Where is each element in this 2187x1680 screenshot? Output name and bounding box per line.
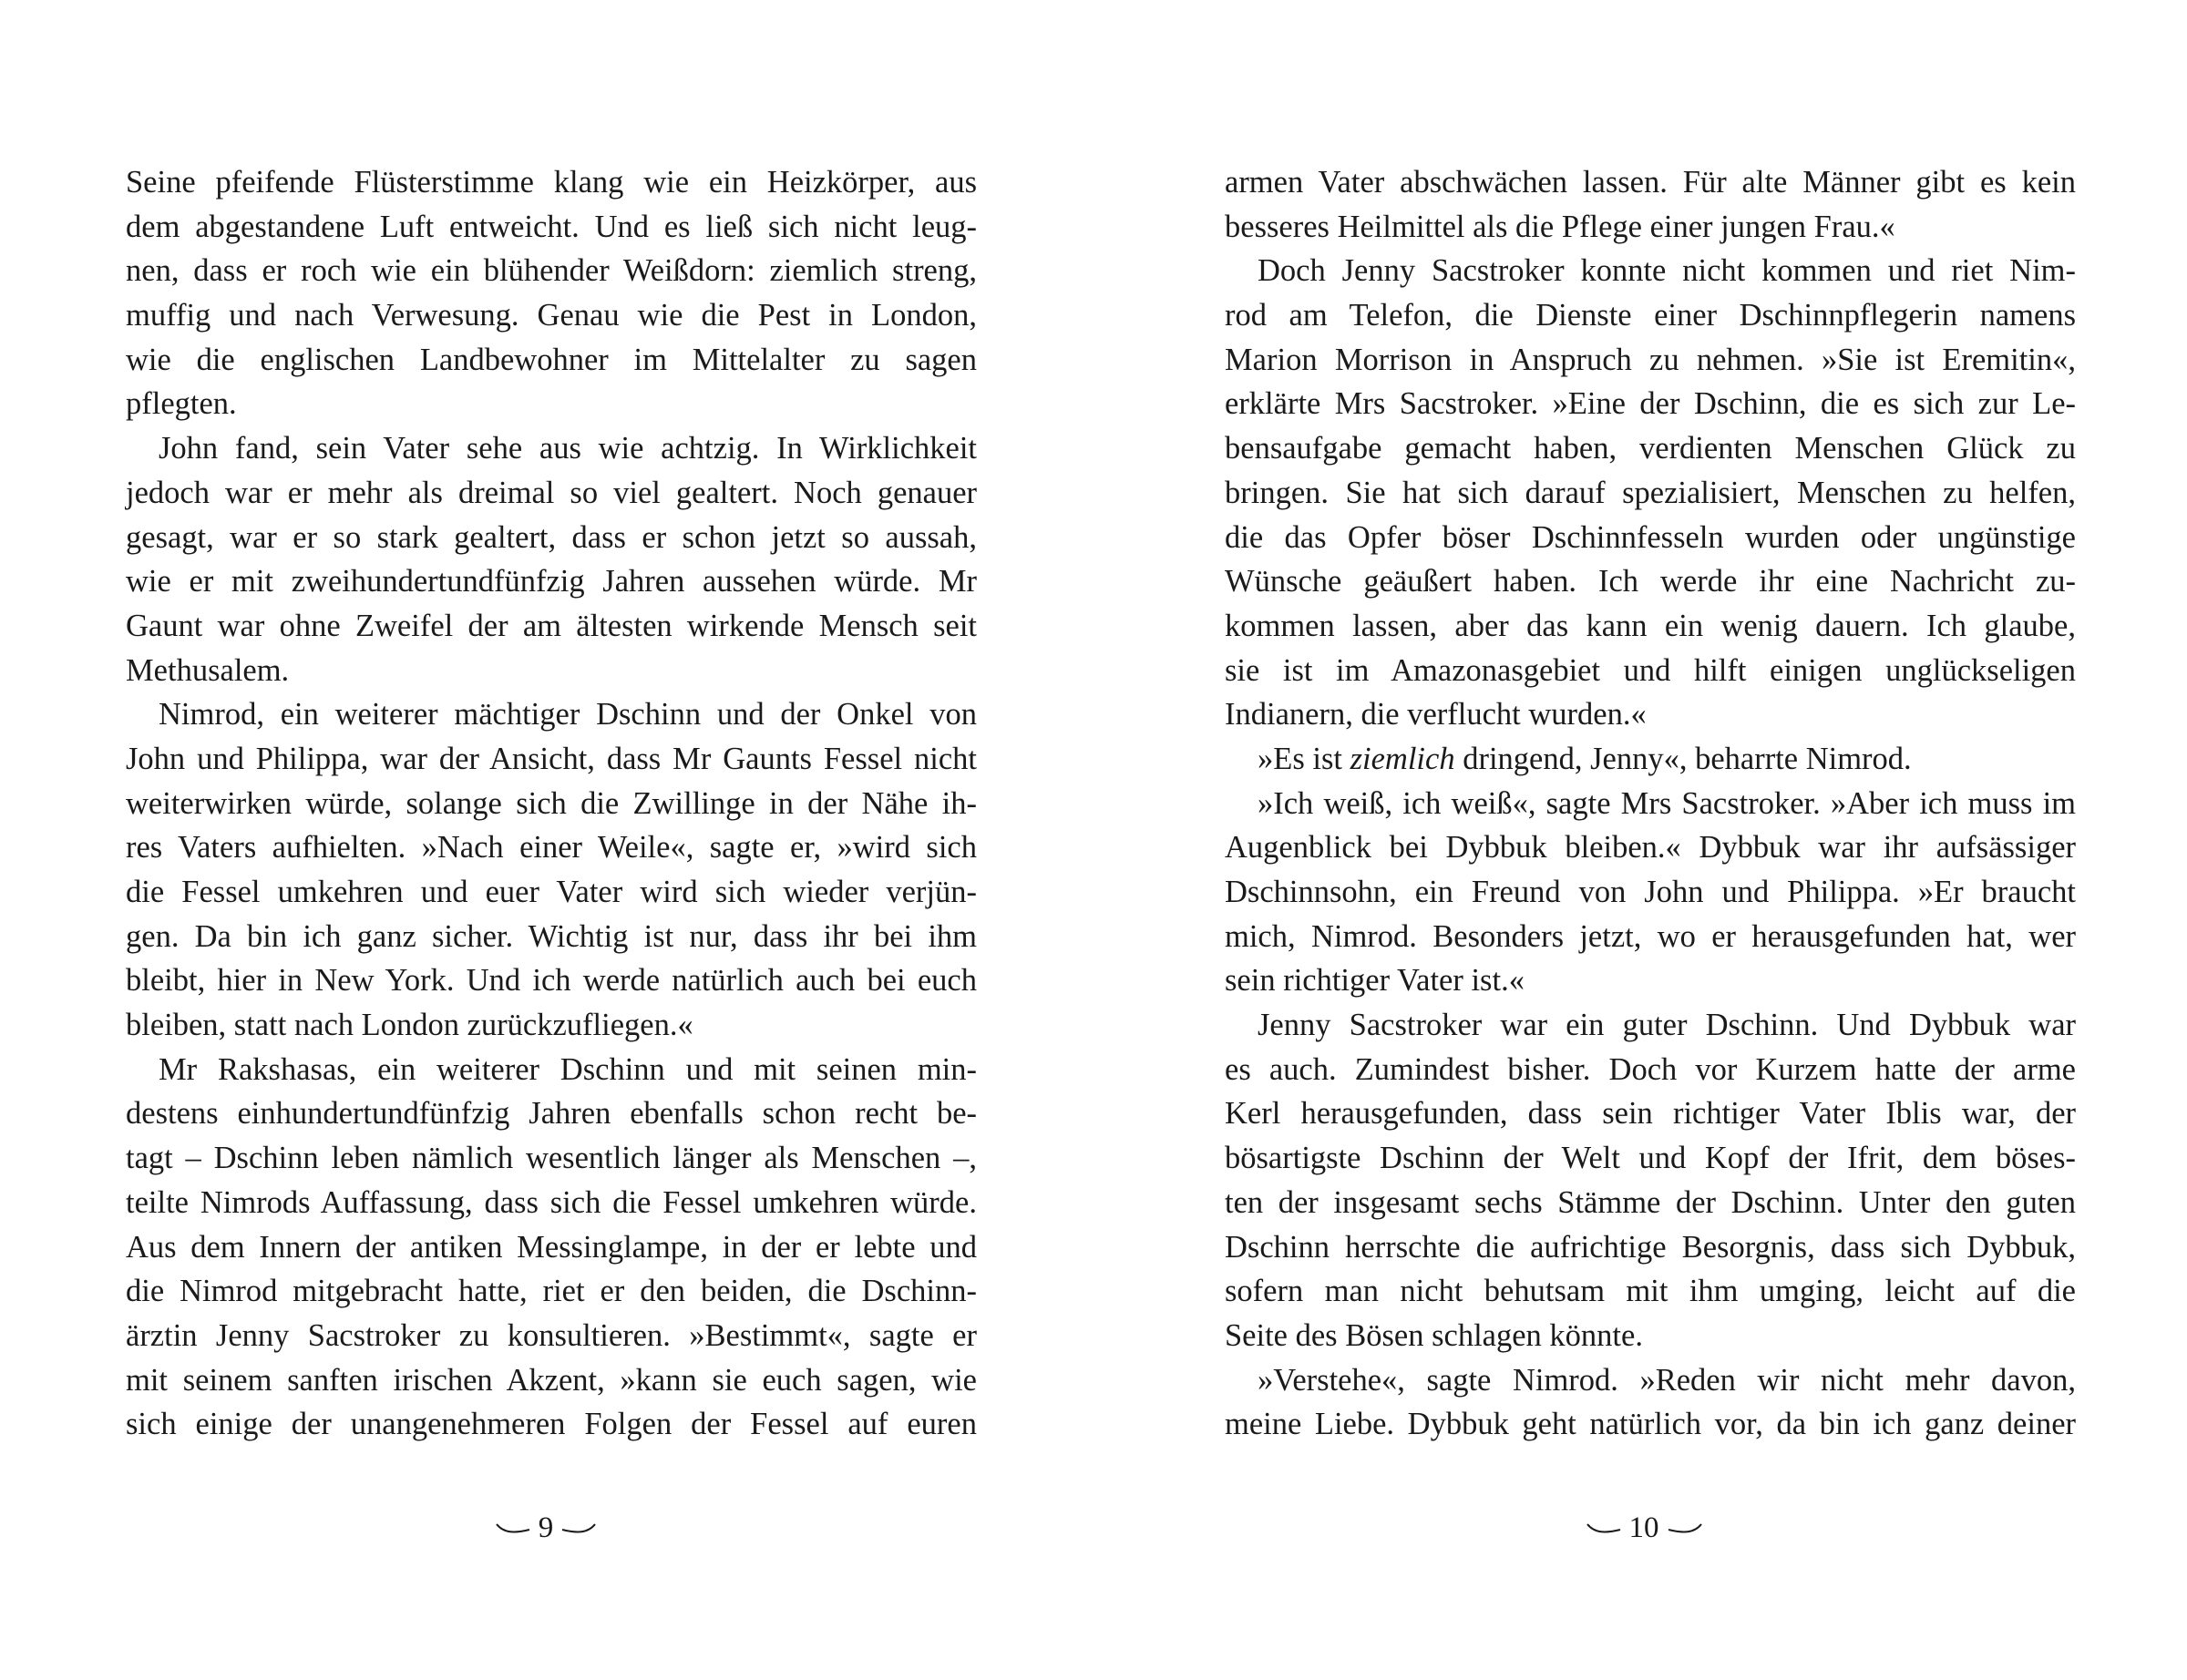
- page-number: [1507, 1505, 1781, 1551]
- text-line: wie er mit zweihundertundfünfzig Jahren aussehen würde. Mr: [126, 564, 977, 599]
- text-line: armen Vater abschwächen lassen. Für alte Männer gibt es kein: [1225, 165, 2076, 200]
- text-line: es auch. Zumindest bisher. Doch vor Kurzem hatte der arme: [1225, 1051, 2076, 1087]
- text-line: sein richtiger Vater ist.«: [1225, 963, 1525, 999]
- text-line: destens einhundertundfünfzig Jahren ebenfalls schon recht be-: [126, 1096, 977, 1132]
- text-line: dem abgestandene Luft entweicht. Und es ließ sich nicht leug-: [126, 209, 977, 244]
- text-line: Dschinnsohn, ein Freund von John und Philippa. »Er braucht: [1225, 875, 2076, 909]
- text-line: Nimrod, ein weiterer mächtiger Dschinn und der Onkel von: [159, 697, 977, 732]
- swash-right-icon: [1667, 1519, 1703, 1537]
- swash-left-icon: [495, 1519, 531, 1537]
- text-line: Kerl herausgefunden, dass sein richtiger Vater Iblis war, der: [1225, 1096, 2076, 1132]
- text-line: Aus dem Innern der antiken Messinglampe, in der er lebte und: [126, 1229, 977, 1265]
- text-line: sie ist im Amazonasgebiet und hilft einigen unglückseligen: [1225, 652, 2076, 688]
- text-line: ärztin Jenny Sacstroker zu konsultieren. »Bestimmt«, sagte er: [126, 1317, 977, 1353]
- text-line: nen, dass er roch wie ein blühender Weißdorn: ziemlich streng,: [126, 253, 977, 289]
- text-line: muffig und nach Verwesung. Genau wie die Pest in London,: [126, 298, 977, 333]
- right-page-text: [1225, 160, 2076, 1447]
- emphasis-text: ziemlich: [1350, 741, 1455, 776]
- swash-right-icon: [560, 1519, 597, 1537]
- page-number: [409, 1505, 683, 1551]
- text-line: John und Philippa, war der Ansicht, dass Mr Gaunts Fessel nicht: [126, 741, 977, 776]
- text-line: sich einige der unangenehmeren Folgen der Fessel auf euren: [126, 1407, 977, 1442]
- text-line: besseres Heilmittel als die Pflege einer jungen Frau.«: [1225, 209, 1895, 244]
- text-line: Mr Rakshasas, ein weiterer Dschinn und mit seinen min-: [159, 1051, 977, 1087]
- text-line: Marion Morrison in Anspruch zu nehmen. »Sie ist Eremitin«,: [1225, 342, 2076, 377]
- text-line: bleibt, hier in New York. Und ich werde natürlich auch bei euch: [126, 963, 977, 999]
- text-line: gesagt, war er so stark gealtert, dass er schon jetzt so aussah,: [126, 519, 977, 555]
- text-line: mit seinem sanften irischen Akzent, »kann sie euch sagen, wie: [126, 1362, 977, 1398]
- text-line: meine Liebe. Dybbuk geht natürlich vor, da bin ich ganz deiner: [1225, 1407, 2076, 1442]
- text-line: bleiben, statt nach London zurückzufliegen.«: [126, 1008, 693, 1043]
- text-line: »Ich weiß, ich weiß«, sagte Mrs Sacstroker. »Aber ich muss im: [1258, 785, 2076, 821]
- text-line: ten der insgesamt sechs Stämme der Dschinn. Unter den guten: [1225, 1184, 2076, 1220]
- right-page: [1094, 0, 2187, 1680]
- text-line: Dschinn herrschte die aufrichtige Besorgnis, dass sich Dybbuk,: [1225, 1229, 2076, 1265]
- text-line: Doch Jenny Sacstroker konnte nicht kommen und riet Nim-: [1258, 253, 2076, 289]
- text-line: bensaufgabe gemacht haben, verdienten Menschen Glück zu: [1225, 431, 2076, 466]
- text-line: gen. Da bin ich ganz sicher. Wichtig ist nur, dass ihr bei ihm: [126, 918, 977, 954]
- text-line: »Verstehe«, sagte Nimrod. »Reden wir nicht mehr davon,: [1258, 1362, 2076, 1398]
- text-line: Seine pfeifende Flüsterstimme klang wie ein Heizkörper, aus: [126, 165, 977, 200]
- text-line: Seite des Bösen schlagen könnte.: [1225, 1317, 1643, 1353]
- text-line: die Nimrod mitgebracht hatte, riet er den beiden, die Dschinn-: [126, 1274, 977, 1309]
- text-line: sofern man nicht behutsam mit ihm umging, leicht auf die: [1225, 1274, 2076, 1309]
- text-line: weiterwirken würde, solange sich die Zwillinge in der Nähe ih-: [126, 785, 977, 821]
- text-line: pflegten.: [126, 386, 237, 422]
- text-line: die Fessel umkehren und euer Vater wird sich wieder verjün-: [126, 875, 977, 909]
- text-line: John fand, sein Vater sehe aus wie achtzig. In Wirklichkeit: [159, 431, 977, 466]
- text-line: rod am Telefon, die Dienste einer Dschinnpflegerin namens: [1225, 298, 2076, 333]
- text-line: Jenny Sacstroker war ein guter Dschinn. Und Dybbuk war: [1258, 1008, 2076, 1043]
- text-line: »Es ist ziemlich dringend, Jenny«, beharrte Nimrod.: [1258, 741, 1912, 776]
- text-line: Gaunt war ohne Zweifel der am ältesten wirkende Mensch seit: [126, 608, 977, 643]
- text-line: kommen lassen, aber das kann ein wenig dauern. Ich glaube,: [1225, 608, 2076, 643]
- text-line: Methusalem.: [126, 652, 290, 688]
- text-line: tagt – Dschinn leben nämlich wesentlich länger als Menschen –,: [126, 1141, 977, 1176]
- left-page-text: [126, 160, 977, 1447]
- page-number-label: 10: [1628, 1511, 1659, 1544]
- text-line: mich, Nimrod. Besonders jetzt, wo er herausgefunden hat, wer: [1225, 918, 2076, 954]
- text-line: jedoch war er mehr als dreimal so viel gealtert. Noch genauer: [126, 475, 977, 510]
- text-line: bringen. Sie hat sich darauf spezialisiert, Menschen zu helfen,: [1225, 475, 2076, 510]
- text-line: Wünsche geäußert haben. Ich werde ihr eine Nachricht zu-: [1225, 564, 2076, 599]
- text-line: Indianern, die verflucht wurden.«: [1225, 697, 1647, 732]
- text-line: res Vaters aufhielten. »Nach einer Weile«, sagte er, »wird sich: [126, 830, 977, 866]
- text-line: erklärte Mrs Sacstroker. »Eine der Dschinn, die es sich zur Le-: [1225, 386, 2076, 422]
- text-line: bösartigste Dschinn der Welt und Kopf der Ifrit, dem böses-: [1225, 1141, 2076, 1176]
- swash-left-icon: [1586, 1519, 1622, 1537]
- text-line: Augenblick bei Dybbuk bleiben.« Dybbuk war ihr aufsässiger: [1225, 830, 2076, 866]
- text-line: teilte Nimrods Auffassung, dass sich die Fessel umkehren würde.: [126, 1184, 977, 1220]
- page-number-label: 9: [538, 1511, 554, 1544]
- text-line: die das Opfer böser Dschinnfesseln wurden oder ungünstige: [1225, 519, 2076, 555]
- text-line: wie die englischen Landbewohner im Mittelalter zu sagen: [126, 342, 977, 377]
